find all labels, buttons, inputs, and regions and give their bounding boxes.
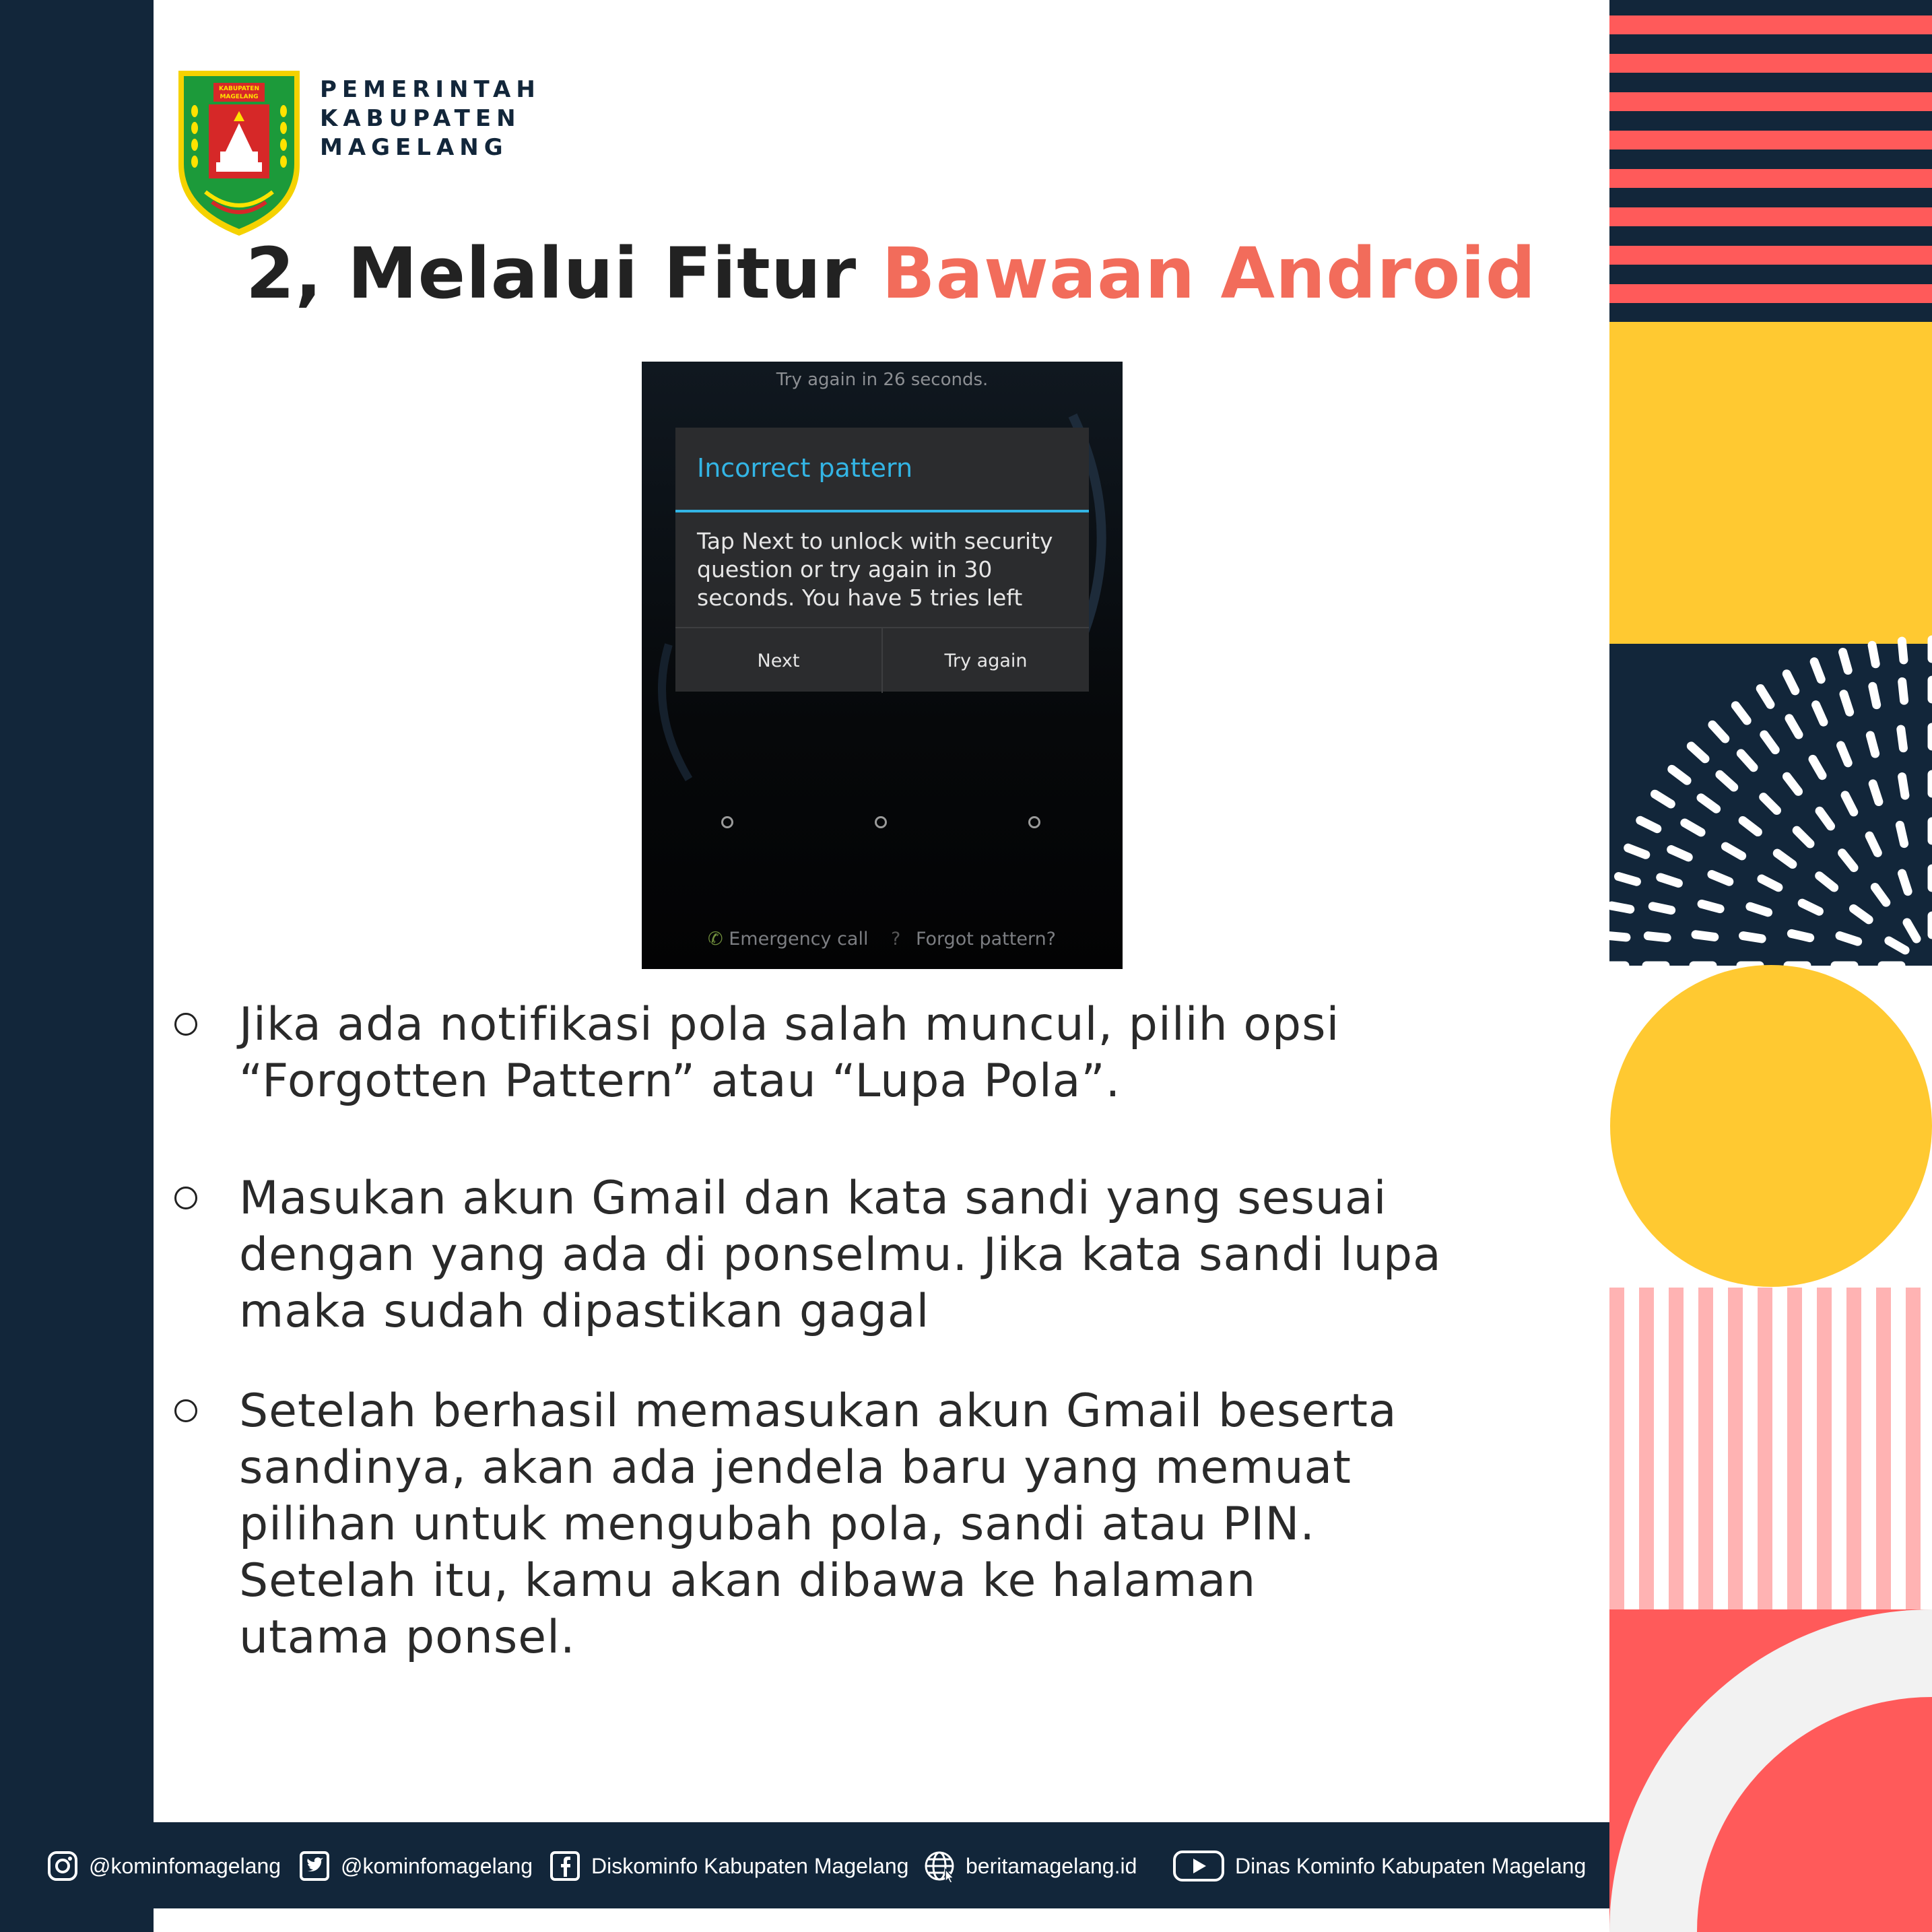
decorative-dash [1840, 936, 1858, 942]
decorative-dash [1873, 784, 1879, 802]
org-line: KABUPATEN [320, 105, 521, 132]
decorative-dash [1900, 825, 1904, 843]
emergency-call-label: Emergency call [729, 929, 869, 950]
kabupaten-magelang-emblem [172, 64, 306, 239]
decorative-dash [1902, 776, 1905, 795]
list-item-text: Masukan akun Gmail dan kata sandi yang sesuai dengan yang ada di ponselmu. Jika kata sandi lupa maka sudah dipastikan gagal [239, 1172, 1442, 1338]
organization-name [320, 75, 541, 162]
left-sidebar-band [0, 0, 154, 1932]
decorative-dash [1870, 735, 1875, 754]
question-mark-icon: ? [891, 929, 901, 950]
decorative-dash [1743, 936, 1762, 939]
decorative-dash [1791, 933, 1809, 937]
decorative-dash [1844, 694, 1850, 712]
lockout-countdown-text: Try again in 26 seconds. [776, 370, 989, 390]
bullet-circle-icon [174, 1187, 197, 1209]
emergency-call-link[interactable] [708, 929, 868, 950]
title-accent: Bawaan Android [881, 232, 1537, 314]
decorative-dash [1618, 877, 1636, 882]
decorative-dash [1653, 906, 1671, 910]
list-item-text: Jika ada notifikasi pola salah muncul, pilih opsi “Forgotten Pattern” atau “Lupa Pola”. [239, 998, 1340, 1108]
decorative-dash [1661, 877, 1679, 884]
android-lockscreen-screenshot [642, 362, 1123, 969]
incorrect-pattern-dialog [675, 428, 1089, 692]
instagram-icon [46, 1849, 79, 1883]
decorative-dash [1843, 652, 1848, 670]
bullet-circle-icon [174, 1399, 197, 1422]
title-prefix: 2, Melalui Fitur [246, 232, 882, 314]
next-button[interactable]: Next [757, 650, 800, 671]
decorative-dash [1611, 906, 1630, 909]
facebook-link[interactable] [548, 1849, 908, 1883]
decorative-dash [1902, 641, 1904, 660]
website-link[interactable] [923, 1849, 1137, 1883]
decorative-dash [1696, 935, 1714, 937]
youtube-link[interactable] [1172, 1849, 1586, 1883]
org-line: MAGELANG [320, 134, 508, 161]
dialog-divider [675, 510, 1089, 512]
org-line: PEMERINTAH [320, 76, 541, 103]
instagram-link[interactable] [46, 1849, 281, 1883]
dialog-title: Incorrect pattern [697, 453, 913, 483]
instagram-handle: @kominfomagelang [89, 1853, 281, 1878]
decorative-dash [1901, 729, 1904, 748]
pattern-dot[interactable] [1028, 816, 1040, 828]
pattern-dot[interactable] [875, 816, 887, 828]
svg-text:KABUPATEN: KABUPATEN [219, 86, 259, 92]
phone-handset-icon: ✆ [708, 929, 723, 950]
decorative-dash [1648, 936, 1667, 938]
decorative-dash [1902, 681, 1904, 700]
twitter-icon [298, 1849, 331, 1883]
pattern-dot[interactable] [721, 816, 733, 828]
dialog-button-row [675, 627, 1089, 693]
twitter-link[interactable] [298, 1849, 533, 1883]
decorative-dash [1702, 904, 1720, 908]
facebook-page-name: Diskominfo Kabupaten Magelang [591, 1853, 909, 1878]
twitter-handle: @kominfomagelang [341, 1853, 533, 1878]
decorative-pattern-column [1609, 0, 1932, 1932]
decorative-dash [1873, 686, 1877, 704]
try-again-button[interactable]: Try again [881, 628, 1089, 693]
dialog-message: Tap Next to unlock with security question or try again in 30 seconds. You have 5 tries left [697, 528, 1053, 611]
youtube-icon [1172, 1849, 1226, 1883]
decorative-dash [1750, 906, 1768, 912]
decorative-dash [1902, 873, 1908, 892]
bullet-circle-icon [174, 1013, 197, 1036]
decorative-dash [1872, 645, 1875, 664]
svg-text:MAGELANG: MAGELANG [220, 94, 259, 100]
forgot-pattern-label: Forgot pattern? [915, 929, 1057, 950]
forgot-pattern-link[interactable] [891, 929, 1056, 950]
website-url: beritamagelang.id [966, 1853, 1137, 1878]
facebook-icon [548, 1849, 582, 1883]
page-title [246, 232, 1536, 314]
globe-icon [923, 1849, 956, 1883]
youtube-channel-name: Dinas Kominfo Kabupaten Magelang [1235, 1853, 1587, 1878]
list-item-text: Setelah berhasil memasukan akun Gmail beserta sandinya, akan ada jendela baru yang memuat pilihan untuk mengubah pola, sandi atau PIN. Setelah itu, kamu akan dibawa ke halaman utama ponsel. [239, 1385, 1397, 1664]
decorative-dash [1609, 935, 1626, 937]
